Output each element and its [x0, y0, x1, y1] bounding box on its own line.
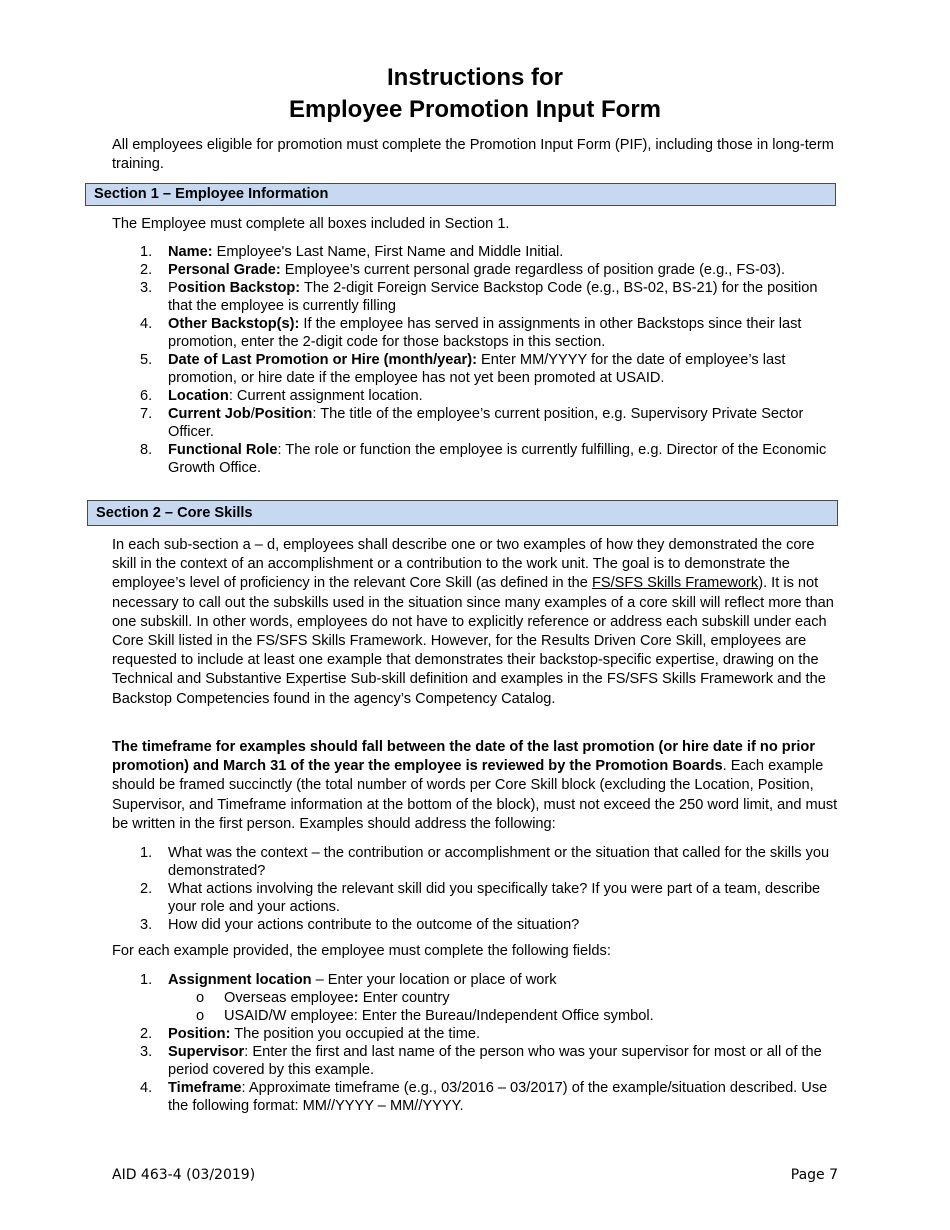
- section1-header: Section 1 – Employee Information: [85, 183, 836, 206]
- questions-list: [112, 844, 842, 934]
- intro-paragraph: All employees eligible for promotion must complete the Promotion Input Form (PIF), including those in long-term training.: [112, 137, 834, 173]
- sub-list-item: o USAID/W employee: Enter the Bureau/Independent Office symbol.: [196, 1008, 654, 1024]
- footer-page-number: Page 7: [790, 1167, 838, 1183]
- list-item: 8. Functional Role: The role or function the employee is currently fulfilling, e.g. Director of the Economic Growth Office.: [140, 442, 827, 476]
- fields-list: [112, 971, 842, 1115]
- list-item: 2. Personal Grade: Employee’s current personal grade regardless of position grade (e.g., FS-03).: [140, 262, 786, 278]
- list-item: 6. Location: Current assignment location.: [140, 388, 423, 404]
- section2-header: Section 2 – Core Skills: [87, 500, 838, 526]
- list-item: 2. What actions involving the relevant skill did you specifically take? If you were part of a team, describe your role and your actions.: [140, 881, 821, 915]
- footer-form-id: AID 463-4 (03/2019): [112, 1167, 256, 1183]
- section2-paragraph1: In each sub-section a – d, employees shall describe one or two examples of how they demonstrated the core skill in the context of an accomplishment or a contribution to the work unit. The goal is to demonstrate the employee’s level of proficiency in the relevant Core Skill (as defined in the FS/SFS Skills Framework). It is not necessary to call out the subskills used in the situation since many examples of a core skill will reflect more than one subskill. In other words, employees do not have to explicitly reference or address each subskill under each Core Skill listed in the FS/SFS Skills Framework. However, for the Results Driven Core Skill, employees are requested to include at least one example that demonstrates their backstop-specific expertise, drawing on the Technical and Substantive Expertise Sub-skill definition and examples in the FS/SFS Skills Framework and the Backstop Competencies found in the agency’s Competency Catalog.: [112, 537, 834, 707]
- section1-lead: The Employee must complete all boxes included in Section 1.: [112, 216, 510, 232]
- page-title-line2: Employee Promotion Input Form: [288, 96, 661, 123]
- sub-list: [168, 989, 842, 1025]
- list-item: 3. Position Backstop: The 2-digit Foreign Service Backstop Code (e.g., BS-02, BS-21) for the position that the employee is currently filling: [140, 280, 818, 314]
- list-item: 4. Other Backstop(s): If the employee has served in assignments in other Backstops since their last promotion, enter the 2-digit code for those backstops in this section.: [140, 316, 802, 350]
- section1-list: [112, 243, 842, 477]
- list-item: 3. Supervisor: Enter the first and last name of the person who was your supervisor for most or all of the period covered by this example.: [140, 1044, 822, 1078]
- page-title-line1: Instructions for: [386, 64, 563, 91]
- skills-framework-link[interactable]: FS/SFS Skills Framework: [591, 575, 759, 592]
- list-item: 4. Timeframe: Approximate timeframe (e.g., 03/2016 – 03/2017) of the example/situation described. Use the following format: MM//YYYY – MM//YYYY.: [140, 1080, 828, 1114]
- list-item: 1. Name: Employee's Last Name, First Name and Middle Initial.: [140, 244, 564, 260]
- list-item: 5. Date of Last Promotion or Hire (month/year): Enter MM/YYYY for the date of employee’s last promotion, or hire date if the employee has not yet been promoted at USAID.: [140, 352, 786, 386]
- fields-lead: For each example provided, the employee must complete the following fields:: [112, 943, 611, 959]
- section2-paragraph2: The timeframe for examples should fall between the date of the last promotion (or hire date if no prior promotion) and March 31 of the year the employee is reviewed by the Promotion Boards. Each example should be framed succinctly (the total number of words per Core Skill block (excluding the Location, Position, Supervisor, and Timeframe information at the bottom of the block), must not exceed the 250 word limit, and must be written in the first person. Examples should address the following:: [112, 739, 838, 832]
- list-item: 2. Position: The position you occupied at the time.: [140, 1026, 481, 1042]
- list-item: 1. What was the context – the contribution or accomplishment or the situation that called for the skills you demonstrated?: [140, 845, 830, 879]
- list-item: 1. Assignment location – Enter your location or place of work o Overseas employee: Enter country o USAID/W employee: Enter the Bureau/Independent Office symbol.: [112, 971, 842, 1025]
- list-item: 3. How did your actions contribute to the outcome of the situation?: [140, 917, 580, 933]
- sub-list-item: o Overseas employee: Enter country: [196, 990, 450, 1006]
- list-item: 7. Current Job/Position: The title of the employee’s current position, e.g. Supervisory Private Sector Officer.: [140, 406, 804, 440]
